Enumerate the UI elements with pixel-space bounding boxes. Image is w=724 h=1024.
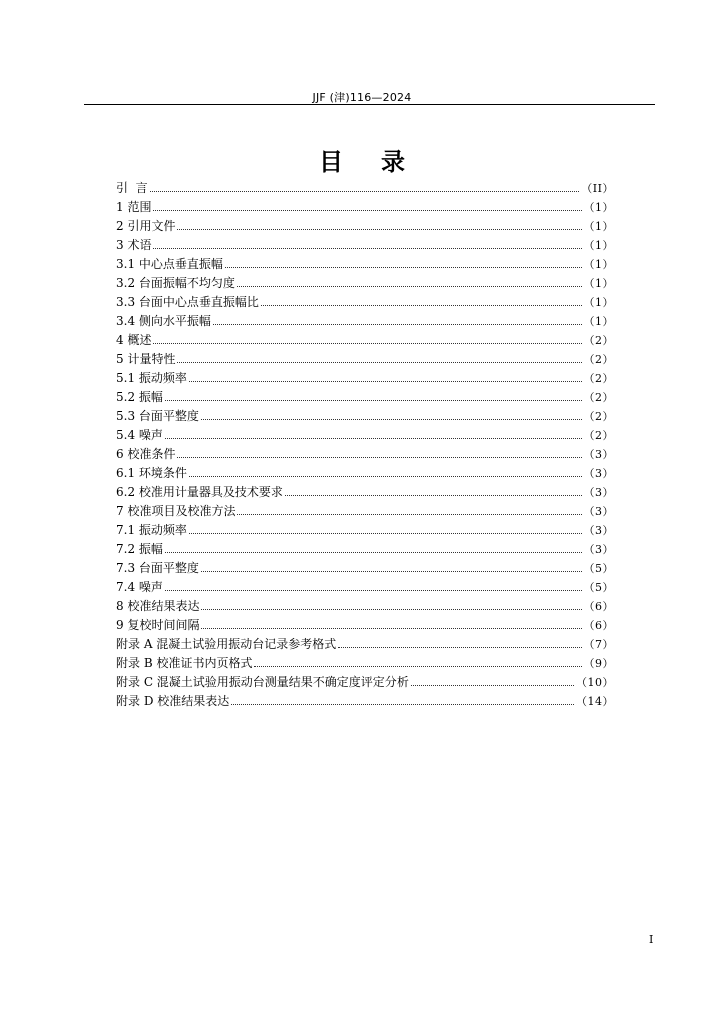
toc-entry-label: 附录 A 混凝土试验用振动台记录参考格式 <box>116 637 337 651</box>
toc-entry-label: 1 范围 <box>116 200 152 214</box>
toc-entry-page: （1） <box>583 296 614 309</box>
toc-dot-leader <box>231 704 574 705</box>
toc-entry-page: （2） <box>583 353 614 366</box>
toc-dot-leader <box>165 590 582 591</box>
toc-entry-6-1[interactable] <box>116 464 614 483</box>
toc-entry-page: （6） <box>583 600 614 613</box>
toc-entry-label: 3.2 台面振幅不均匀度 <box>116 276 235 290</box>
toc-entry-intro[interactable] <box>116 179 614 198</box>
toc-entry-page: （2） <box>583 410 614 423</box>
toc-entry-label: 6 校准条件 <box>116 447 176 461</box>
table-of-contents <box>116 179 614 711</box>
toc-entry-page: （3） <box>583 448 614 461</box>
toc-entry-page: （7） <box>583 638 614 651</box>
toc-dot-leader <box>165 400 582 401</box>
toc-entry-2[interactable] <box>116 217 614 236</box>
toc-entry-4[interactable] <box>116 331 614 350</box>
toc-dot-leader <box>411 685 574 686</box>
toc-entry-page: （14） <box>576 695 614 708</box>
toc-entry-3[interactable] <box>116 236 614 255</box>
toc-dot-leader <box>285 495 582 496</box>
toc-dot-leader <box>225 267 582 268</box>
toc-entry-label: 8 校准结果表达 <box>116 599 200 613</box>
toc-entry-page: （1） <box>583 315 614 328</box>
toc-dot-leader <box>153 248 581 249</box>
toc-dot-leader <box>189 476 582 477</box>
toc-entry-label: 3.4 侧向水平振幅 <box>116 314 211 328</box>
toc-dot-leader <box>165 438 582 439</box>
toc-entry-label: 7.2 振幅 <box>116 542 163 556</box>
toc-entry-3-1[interactable] <box>116 255 614 274</box>
toc-entry-appendix-d[interactable] <box>116 692 614 711</box>
toc-entry-8[interactable] <box>116 597 614 616</box>
header-divider <box>84 104 655 105</box>
toc-dot-leader <box>237 514 581 515</box>
toc-entry-3-3[interactable] <box>116 293 614 312</box>
toc-entry-label: 6.1 环境条件 <box>116 466 187 480</box>
toc-entry-label: 3 术语 <box>116 238 152 252</box>
toc-entry-5-4[interactable] <box>116 426 614 445</box>
toc-entry-5-2[interactable] <box>116 388 614 407</box>
toc-entry-label: 5.3 台面平整度 <box>116 409 199 423</box>
toc-entry-page: （2） <box>583 334 614 347</box>
toc-entry-page: （2） <box>583 429 614 442</box>
toc-entry-5-3[interactable] <box>116 407 614 426</box>
document-code-header: JJF (津)116—2024 <box>312 91 412 104</box>
toc-entry-page: （6） <box>583 619 614 632</box>
toc-entry-7[interactable] <box>116 502 614 521</box>
toc-entry-7-2[interactable] <box>116 540 614 559</box>
toc-entry-label: 5 计量特性 <box>116 352 176 366</box>
toc-entry-5[interactable] <box>116 350 614 369</box>
toc-entry-appendix-a[interactable] <box>116 635 614 654</box>
toc-entry-3-4[interactable] <box>116 312 614 331</box>
toc-entry-page: （5） <box>583 581 614 594</box>
toc-entry-3-2[interactable] <box>116 274 614 293</box>
toc-dot-leader <box>153 343 581 344</box>
toc-dot-leader <box>177 362 581 363</box>
toc-dot-leader <box>177 229 581 230</box>
toc-dot-leader <box>165 552 582 553</box>
toc-entry-label: 7 校准项目及校准方法 <box>116 504 236 518</box>
toc-entry-page: （1） <box>583 201 614 214</box>
toc-dot-leader <box>153 210 581 211</box>
toc-entry-page: （3） <box>583 486 614 499</box>
toc-entry-page: （1） <box>583 239 614 252</box>
toc-entry-appendix-c[interactable] <box>116 673 614 692</box>
toc-entry-7-4[interactable] <box>116 578 614 597</box>
toc-entry-label: 5.2 振幅 <box>116 390 163 404</box>
toc-entry-7-1[interactable] <box>116 521 614 540</box>
toc-entry-6[interactable] <box>116 445 614 464</box>
toc-dot-leader <box>189 533 582 534</box>
toc-dot-leader <box>201 609 581 610</box>
toc-entry-page: （10） <box>576 676 614 689</box>
toc-entry-label: 5.1 振动频率 <box>116 371 187 385</box>
toc-entry-page: （1） <box>583 258 614 271</box>
toc-entry-label: 7.3 台面平整度 <box>116 561 199 575</box>
toc-dot-leader <box>201 628 581 629</box>
toc-entry-5-1[interactable] <box>116 369 614 388</box>
toc-dot-leader <box>213 324 582 325</box>
toc-entry-7-3[interactable] <box>116 559 614 578</box>
toc-entry-label: 3.3 台面中心点垂直振幅比 <box>116 295 259 309</box>
toc-dot-leader <box>150 191 580 192</box>
toc-dot-leader <box>177 457 581 458</box>
toc-entry-label: 3.1 中心点垂直振幅 <box>116 257 223 271</box>
toc-entry-6-2[interactable] <box>116 483 614 502</box>
toc-entry-page: （3） <box>583 524 614 537</box>
toc-entry-label: 6.2 校准用计量器具及技术要求 <box>116 485 283 499</box>
toc-entry-9[interactable] <box>116 616 614 635</box>
toc-dot-leader <box>254 666 581 667</box>
toc-entry-label: 附录 D 校准结果表达 <box>116 694 230 708</box>
toc-entry-label: 2 引用文件 <box>116 219 176 233</box>
toc-entry-label: 9 复校时间间隔 <box>116 618 200 632</box>
toc-entry-label: 7.1 振动频率 <box>116 523 187 537</box>
toc-entry-appendix-b[interactable] <box>116 654 614 673</box>
toc-entry-page: （9） <box>583 657 614 670</box>
toc-entry-page: （II） <box>581 182 614 195</box>
toc-entry-label: 4 概述 <box>116 333 152 347</box>
page-title: 目录 <box>319 148 443 176</box>
toc-entry-label: 引 言 <box>116 181 148 195</box>
toc-dot-leader <box>338 647 581 648</box>
toc-dot-leader <box>261 305 582 306</box>
toc-entry-1[interactable] <box>116 198 614 217</box>
toc-entry-page: （1） <box>583 220 614 233</box>
toc-entry-page: （2） <box>583 372 614 385</box>
toc-entry-label: 附录 B 校准证书内页格式 <box>116 656 253 670</box>
toc-entry-page: （3） <box>583 543 614 556</box>
toc-entry-page: （2） <box>583 391 614 404</box>
toc-entry-page: （3） <box>583 505 614 518</box>
toc-dot-leader <box>189 381 582 382</box>
page-number: I <box>649 933 654 946</box>
toc-entry-page: （1） <box>583 277 614 290</box>
toc-entry-label: 附录 C 混凝土试验用振动台测量结果不确定度评定分析 <box>116 675 409 689</box>
toc-dot-leader <box>237 286 582 287</box>
toc-entry-label: 5.4 噪声 <box>116 428 163 442</box>
toc-entry-page: （5） <box>583 562 614 575</box>
toc-entry-page: （3） <box>583 467 614 480</box>
toc-entry-label: 7.4 噪声 <box>116 580 163 594</box>
toc-dot-leader <box>201 419 582 420</box>
toc-dot-leader <box>201 571 582 572</box>
